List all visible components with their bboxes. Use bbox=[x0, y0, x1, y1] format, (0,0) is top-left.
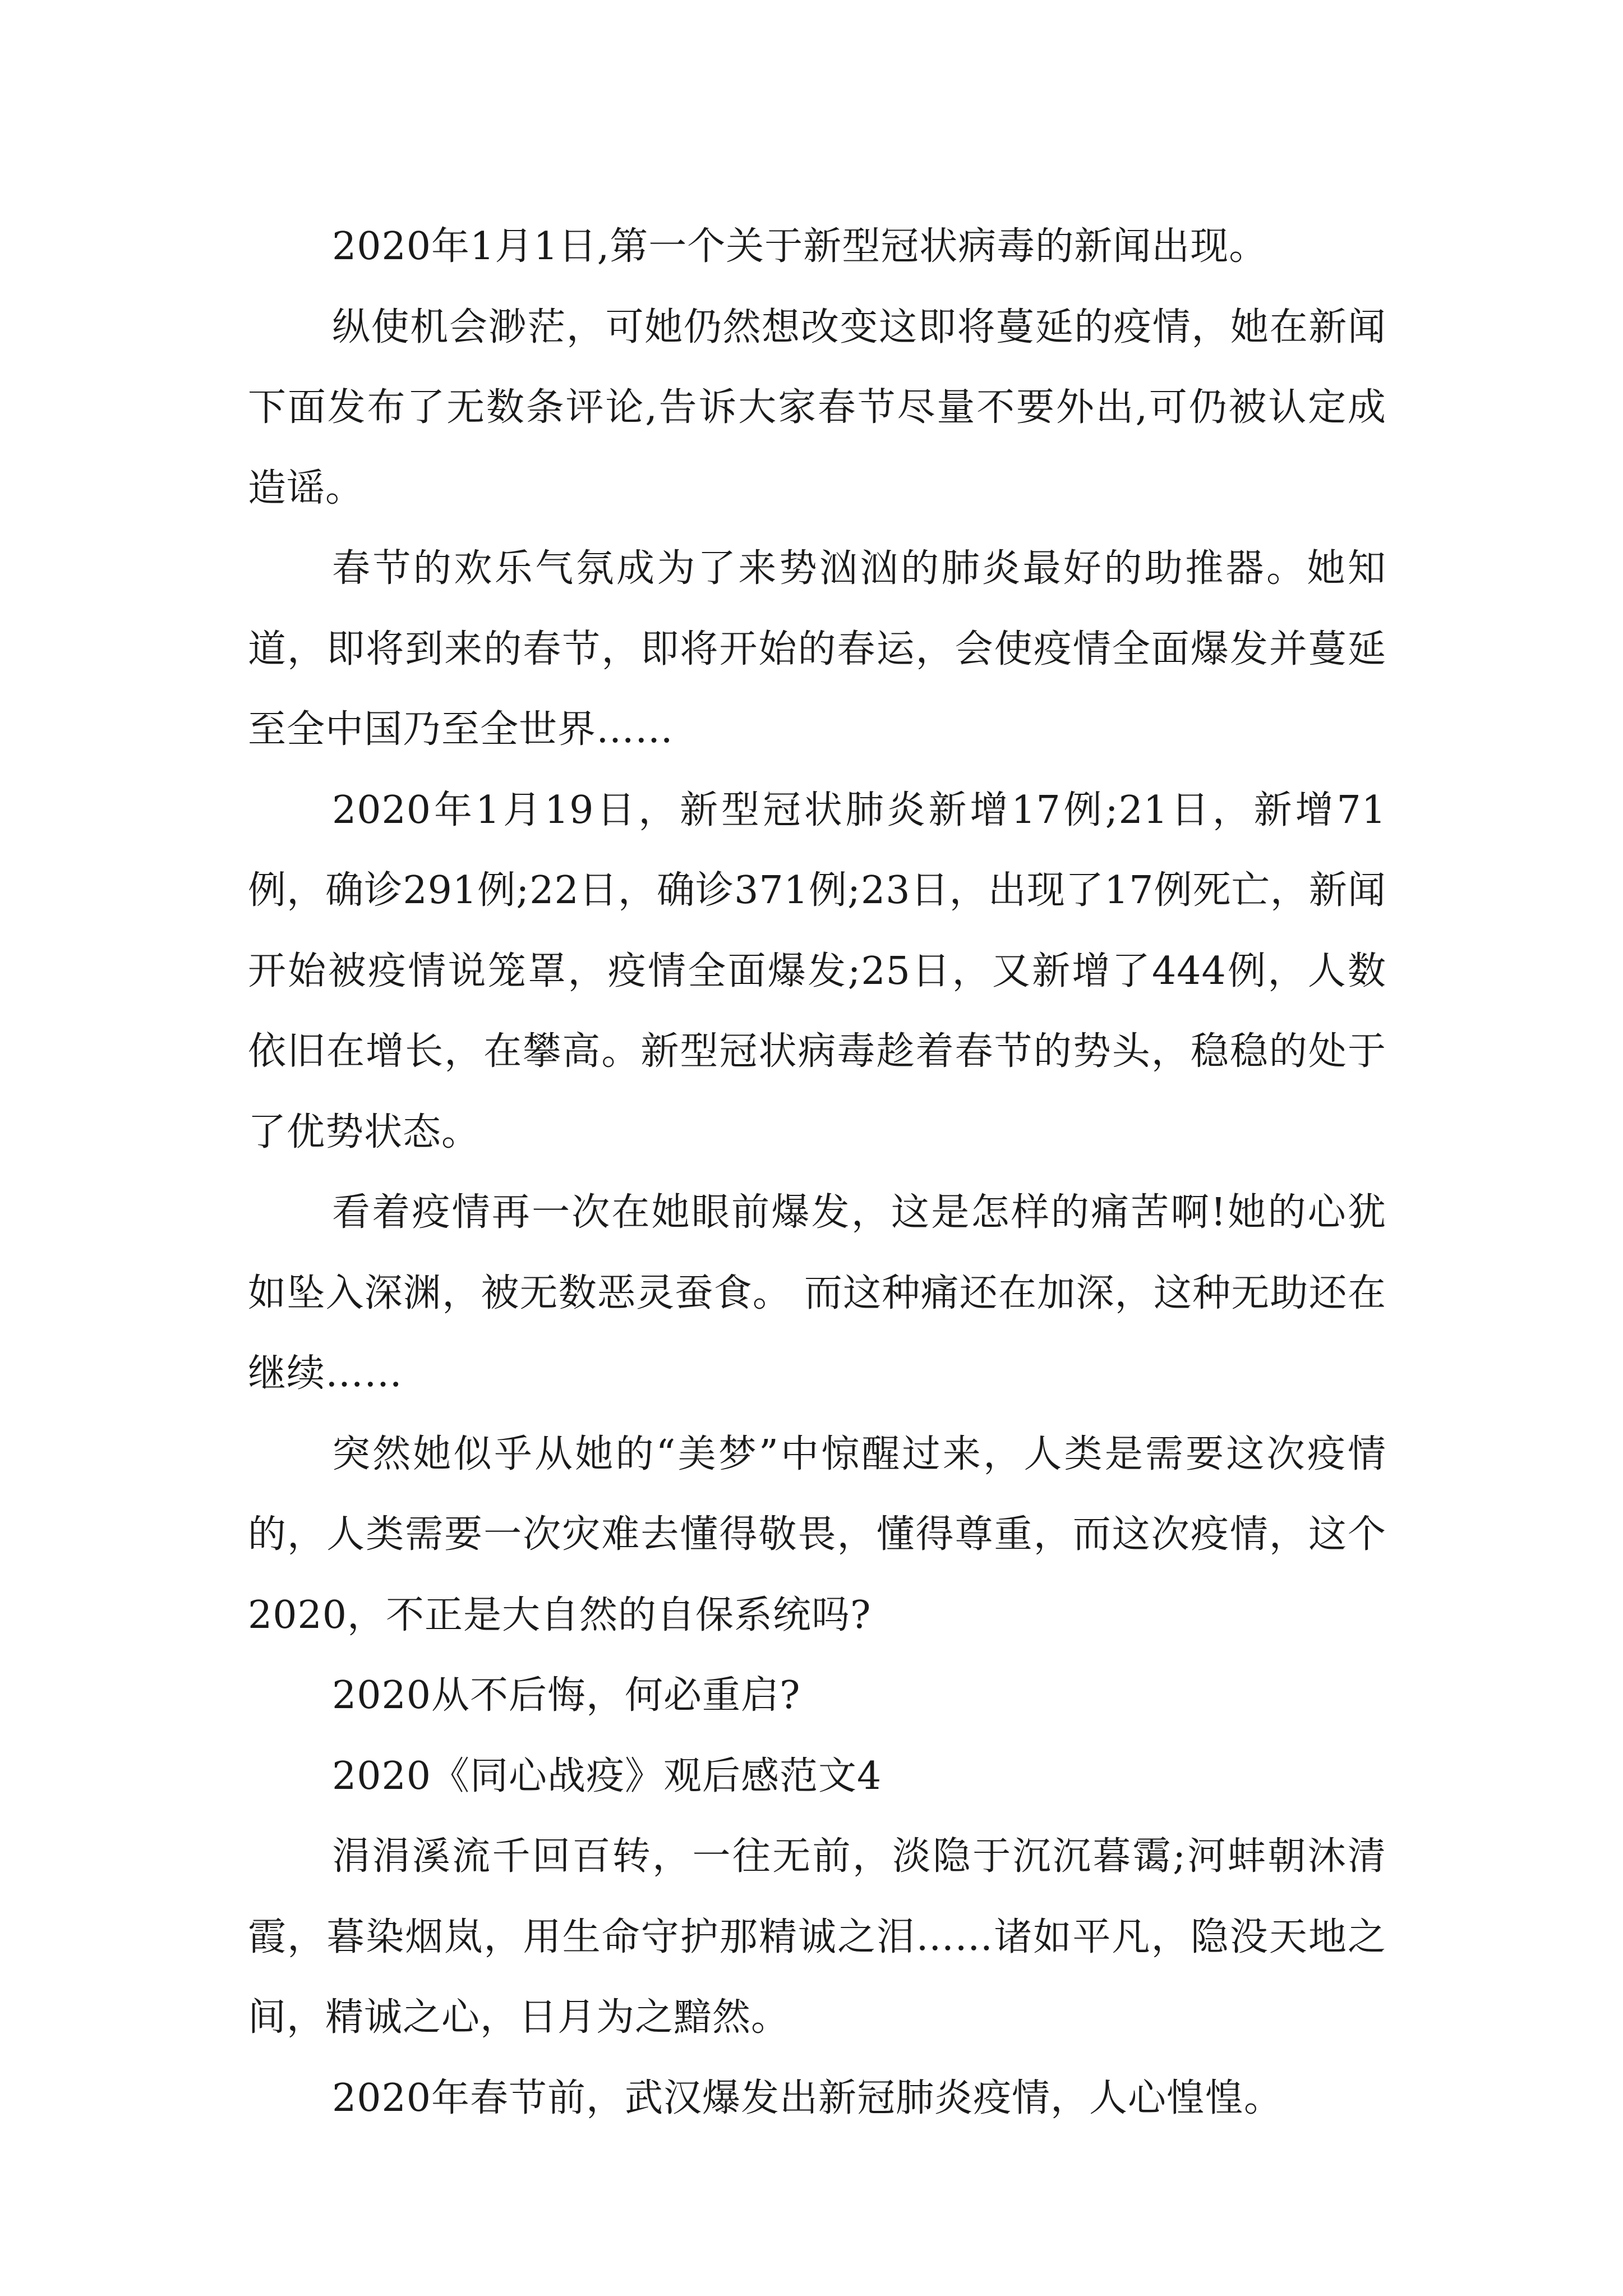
document-body bbox=[248, 206, 1386, 2138]
paragraph: 2020年1月19日，新型冠状肺炎新增17例;21日，新增71例，确诊291例;22日，确诊371例;23日，出现了17例死亡，新闻开始被疫情说笼罩，疫情全面爆发;25日，又新增了444例，人数依旧在增长，在攀高。新型冠状病毒趁着春节的势头，稳稳的处于了优势状态。 bbox=[248, 788, 1386, 1154]
paragraph: 突然她似乎从她的“美梦”中惊醒过来，人类是需要这次疫情的，人类需要一次灾难去懂得敬畏，懂得尊重，而这次疫情，这个2020，不正是大自然的自保系统吗? bbox=[248, 1432, 1386, 1637]
paragraph: 看着疫情再一次在她眼前爆发，这是怎样的痛苦啊!她的心犹如坠入深渊，被无数恶灵蚕食。 而这种痛还在加深，这种无助还在继续…… bbox=[248, 1190, 1386, 1396]
paragraph: 2020年春节前，武汉爆发出新冠肺炎疫情，人心惶惶。 bbox=[332, 2076, 1283, 2120]
paragraph: 2020年1月1日,第一个关于新型冠状病毒的新闻出现。 bbox=[332, 224, 1268, 269]
paragraph: 涓涓溪流千回百转，一往无前，淡隐于沉沉暮霭;河蚌朝沐清霞，暮染烟岚，用生命守护那精诚之泪……诸如平凡，隐没天地之间，精诚之心，日月为之黯然。 bbox=[248, 1834, 1386, 2040]
paragraph: 2020从不后悔，何必重启? bbox=[332, 1673, 801, 1718]
paragraph: 春节的欢乐气氛成为了来势汹汹的肺炎最好的助推器。她知道，即将到来的春节，即将开始的春运，会使疫情全面爆发并蔓延至全中国乃至全世界…… bbox=[248, 546, 1386, 752]
paragraph: 纵使机会渺茫，可她仍然想改变这即将蔓延的疫情，她在新闻下面发布了无数条评论,告诉大家春节尽量不要外出,可仍被认定成造谣。 bbox=[248, 305, 1386, 510]
section-heading: 2020《同心战疫》观后感范文4 bbox=[332, 1754, 882, 1798]
